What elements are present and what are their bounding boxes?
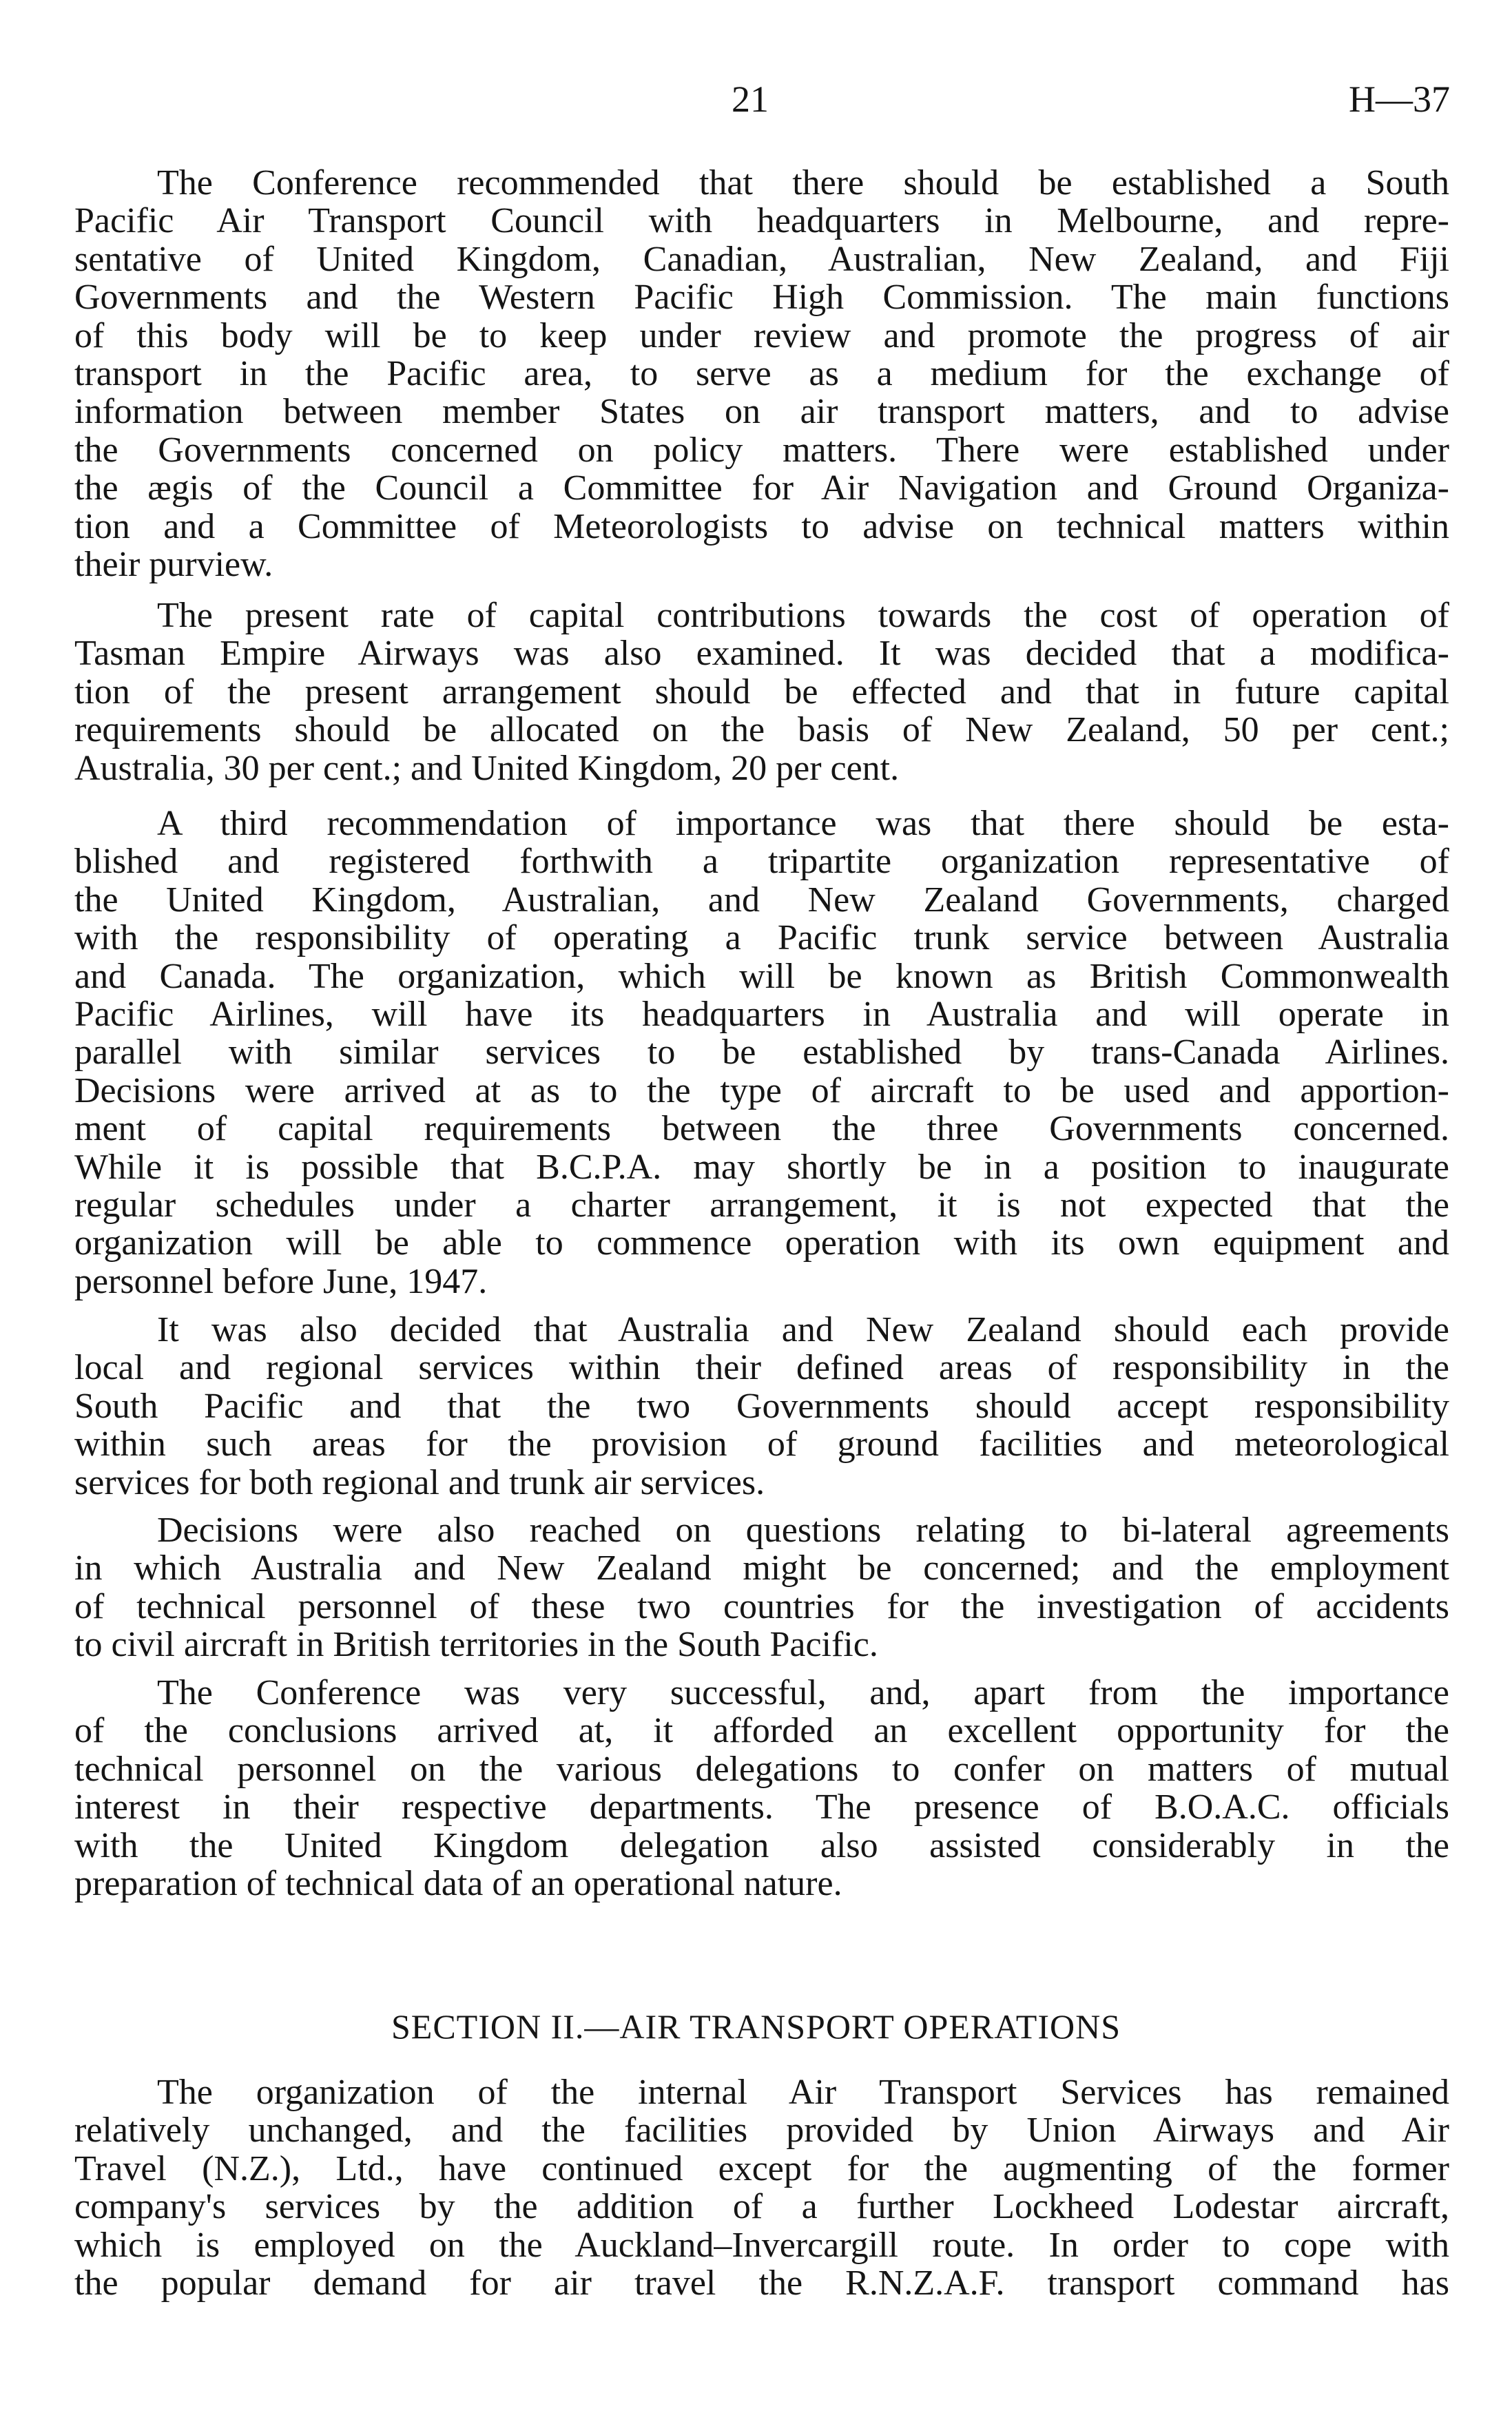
text-line: relatively unchanged, and the facilities provided by Union Airways and Air — [74, 2111, 1449, 2151]
text-line: The present rate of capital contributions towards the cost of operation of — [157, 596, 1449, 635]
text-line: and Canada. The organization, which will be known as British Commonwealth — [74, 956, 1449, 996]
text-line: to civil aircraft in British territories in the South Pacific. — [74, 1625, 878, 1665]
text-line: in which Australia and New Zealand might be concerned; and the employment — [74, 1548, 1449, 1588]
text-line: which is employed on the Auckland–Invercargill route. In order to cope with — [74, 2225, 1449, 2265]
text-line: of the conclusions arrived at, it afforded an excellent opportunity for the — [74, 1711, 1449, 1751]
section-heading: SECTION II.—AIR TRANSPORT OPERATIONS — [391, 2007, 1121, 2046]
text-line: the United Kingdom, Australian, and New Zealand Governments, charged — [74, 880, 1449, 920]
text-line: services for both regional and trunk air services. — [74, 1462, 765, 1502]
text-line: information between member States on air transport matters, and to advise — [74, 392, 1449, 432]
text-line: tion and a Committee of Meteorologists to advise on technical matters within — [74, 506, 1449, 546]
text-line: South Pacific and that the two Governments should accept responsibility — [74, 1386, 1449, 1426]
text-line: within such areas for the provision of ground facilities and meteorological — [74, 1424, 1449, 1464]
text-line: ment of capital requirements between the three Governments concerned. — [74, 1109, 1449, 1149]
text-line: personnel before June, 1947. — [74, 1261, 488, 1301]
paragraph — [74, 2073, 1449, 2302]
text-line: Pacific Air Transport Council with headquarters in Melbourne, and repre- — [74, 201, 1449, 241]
text-line: tion of the present arrangement should be effected and that in future capital — [74, 672, 1449, 712]
text-line: of technical personnel of these two countries for the investigation of accidents — [74, 1586, 1449, 1626]
text-line: the popular demand for air travel the R.N.Z.A.F. transport command has — [74, 2263, 1449, 2303]
text-line: Australia, 30 per cent.; and United Kingdom, 20 per cent. — [74, 748, 900, 788]
text-line: regular schedules under a charter arrangement, it is not expected that the — [74, 1185, 1449, 1225]
text-line: requirements should be allocated on the basis of New Zealand, 50 per cent.; — [74, 710, 1449, 750]
text-line: Decisions were arrived at as to the type of aircraft to be used and apportion- — [74, 1070, 1449, 1110]
text-line: company's services by the addition of a further Lockheed Lodestar aircraft, — [74, 2187, 1449, 2227]
text-line: While it is possible that B.C.P.A. may shortly be in a position to inaugurate — [74, 1147, 1449, 1187]
text-line: Decisions were also reached on questions relating to bi-lateral agreements — [157, 1511, 1449, 1550]
text-line: Pacific Airlines, will have its headquarters in Australia and will operate in — [74, 994, 1449, 1034]
text-line: the Governments concerned on policy matters. There were established under — [74, 430, 1449, 470]
page-number: 21 — [732, 79, 769, 120]
text-line: organization will be able to commence operation with its own equipment and — [74, 1223, 1449, 1263]
paragraph — [74, 805, 1449, 1301]
text-line: It was also decided that Australia and New Zealand should each provide — [157, 1310, 1449, 1349]
text-line: blished and registered forthwith a tripartite organization representative of — [74, 842, 1449, 882]
text-line: sentative of United Kingdom, Canadian, Australian, New Zealand, and Fiji — [74, 239, 1449, 279]
paragraph — [74, 1311, 1449, 1502]
document-reference: H—37 — [1349, 79, 1450, 120]
text-line: parallel with similar services to be established by trans-Canada Airlines. — [74, 1033, 1449, 1073]
text-line: Travel (N.Z.), Ltd., have continued except for the augmenting of the former — [74, 2148, 1449, 2188]
paragraph — [74, 1674, 1449, 1903]
text-line: Tasman Empire Airways was also examined. It was decided that a modifica- — [74, 634, 1449, 674]
text-line: with the United Kingdom delegation also assisted considerably in the — [74, 1825, 1449, 1865]
text-line: The Conference recommended that there should be established a South — [157, 163, 1449, 203]
paragraph — [74, 597, 1449, 787]
text-line: their purview. — [74, 544, 273, 584]
text-line: technical personnel on the various delegations to confer on matters of mutual — [74, 1749, 1449, 1789]
text-line: the ægis of the Council a Committee for Air Navigation and Ground Organiza- — [74, 468, 1449, 508]
paragraph — [74, 164, 1449, 583]
text-line: Governments and the Western Pacific High Commission. The main functions — [74, 278, 1449, 318]
text-line: The Conference was very successful, and, apart from the importance — [157, 1673, 1449, 1712]
text-line: with the responsibility of operating a Pacific trunk service between Australia — [74, 918, 1449, 958]
text-line: local and regional services within their defined areas of responsibility in the — [74, 1348, 1449, 1388]
text-line: of this body will be to keep under review and promote the progress of air — [74, 315, 1449, 355]
text-line: transport in the Pacific area, to serve as a medium for the exchange of — [74, 353, 1449, 393]
paragraph — [74, 1511, 1449, 1664]
text-line: A third recommendation of importance was that there should be esta- — [157, 804, 1449, 843]
text-line: interest in their respective departments. The presence of B.O.A.C. officials — [74, 1788, 1449, 1827]
text-line: The organization of the internal Air Transport Services has remained — [157, 2073, 1449, 2112]
text-line: preparation of technical data of an operational nature. — [74, 1863, 842, 1903]
